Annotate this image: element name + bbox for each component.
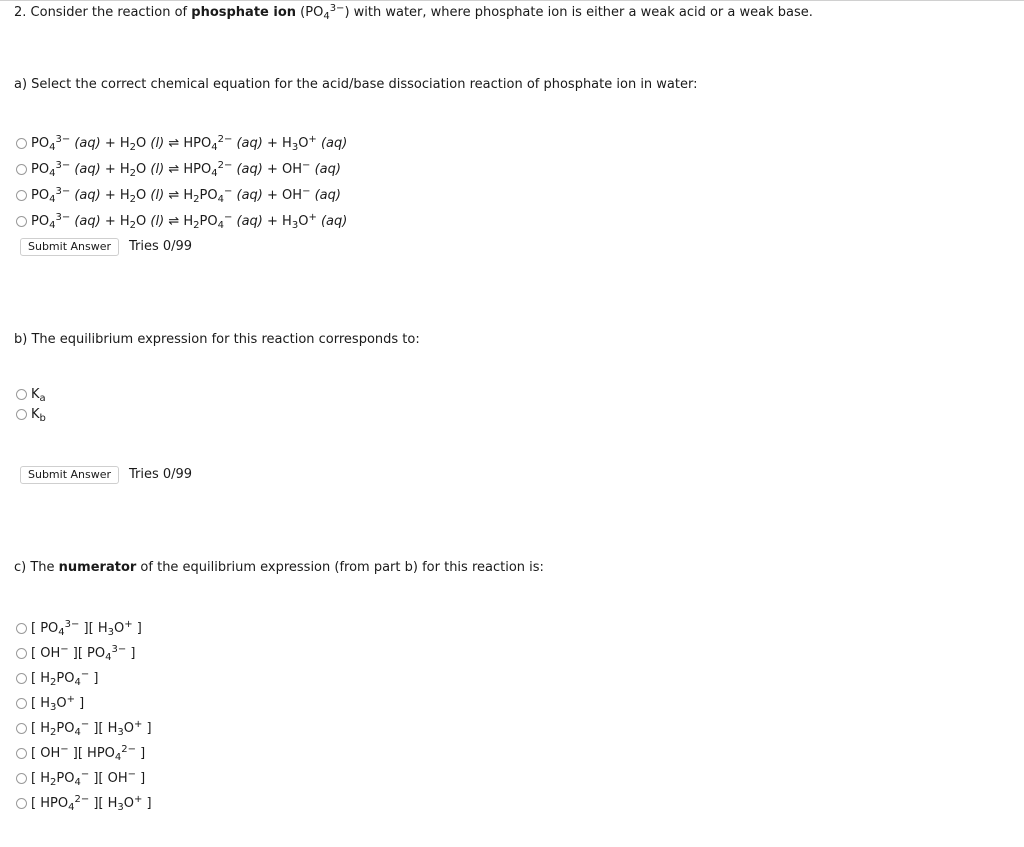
part-a-prompt: a) Select the correct chemical equation for the acid/base dissociation reaction of phosphate ion in water:	[14, 77, 698, 92]
part-c-option-3[interactable]	[16, 667, 98, 689]
radio-button[interactable]	[16, 698, 27, 709]
expression: [ OH− ][ $PO_4^{3-}$ ]	[31, 643, 136, 663]
question-text: 2. Consider the reaction of phosphate ion $(PO_4^{3-})$ with water, where phosphate ion is either a weak acid or a weak base.	[14, 3, 813, 22]
radio-button[interactable]	[16, 723, 27, 734]
expression: [ $HPO_4^{2-}$ ][ $H_3O^+$ ]	[31, 793, 152, 813]
part-b-option-kb[interactable]	[16, 403, 46, 425]
expression: [ OH− ][ $HPO_4^{2-}$ ]	[31, 743, 146, 763]
radio-button[interactable]	[16, 748, 27, 759]
expression: [ $PO_4^{3-}$ ][ $H_3O^+$ ]	[31, 618, 142, 638]
part-a-tries: Tries 0/99	[129, 239, 193, 254]
equation: $PO_4^{3-}$ $(aq) + H_2O$ (l) ⇌ $H_2PO_4^-$ (aq) + OH− (aq)	[31, 185, 341, 205]
radio-button[interactable]	[16, 190, 27, 201]
part-c-option-5[interactable]	[16, 717, 152, 739]
question-bold: phosphate ion	[191, 5, 297, 20]
top-divider	[0, 0, 1024, 1]
radio-button[interactable]	[16, 389, 27, 400]
expression: [ $H_2PO_4^-$ ][ $H_3O^+$ ]	[31, 718, 152, 738]
part-c-option-8[interactable]	[16, 792, 152, 814]
radio-button[interactable]	[16, 216, 27, 227]
part-a-option-1[interactable]	[16, 132, 347, 154]
part-c-option-4[interactable]	[16, 692, 84, 714]
radio-button[interactable]	[16, 164, 27, 175]
ka-label: $K_a$	[31, 386, 46, 404]
part-b-option-ka[interactable]	[16, 383, 46, 405]
radio-button[interactable]	[16, 648, 27, 659]
part-b-submit-button[interactable]: Submit Answer	[20, 466, 119, 484]
part-b-tries: Tries 0/99	[129, 467, 193, 482]
radio-button[interactable]	[16, 623, 27, 634]
equation: $PO_4^{3-}$ $(aq) + H_2O$ (l) ⇌ $HPO_4^{2-}$ $(aq) + H_3O^+$ (aq)	[31, 133, 348, 153]
radio-button[interactable]	[16, 673, 27, 684]
part-a-submit-button[interactable]: Submit Answer	[20, 238, 119, 256]
part-c-option-1[interactable]	[16, 617, 142, 639]
radio-button[interactable]	[16, 138, 27, 149]
radio-button[interactable]	[16, 409, 27, 420]
expression: [ $H_2PO_4^-$ ]	[31, 668, 99, 688]
equation: $PO_4^{3-}$ $(aq) + H_2O$ (l) ⇌ $HPO_4^{2-}$ (aq) + OH− (aq)	[31, 159, 341, 179]
part-a-option-4[interactable]	[16, 210, 347, 232]
radio-button[interactable]	[16, 773, 27, 784]
equation: $PO_4^{3-}$ $(aq) + H_2O$ (l) ⇌ $H_2PO_4^-$ $(aq) + H_3O^+$ (aq)	[31, 211, 348, 231]
part-b-prompt: b) The equilibrium expression for this reaction corresponds to:	[14, 332, 420, 347]
part-c-prompt: c) The numerator of the equilibrium expression (from part b) for this reaction is:	[14, 560, 544, 575]
part-c-option-2[interactable]	[16, 642, 135, 664]
kb-label: $K_b$	[31, 406, 46, 424]
part-c-option-7[interactable]	[16, 767, 145, 789]
expression: [ $H_2PO_4^-$ ][ OH− ]	[31, 768, 146, 788]
part-a-option-3[interactable]	[16, 184, 341, 206]
radio-button[interactable]	[16, 798, 27, 809]
part-c-option-6[interactable]	[16, 742, 145, 764]
expression: [ $H_3O^+$ ]	[31, 693, 85, 713]
part-a-option-2[interactable]	[16, 158, 341, 180]
